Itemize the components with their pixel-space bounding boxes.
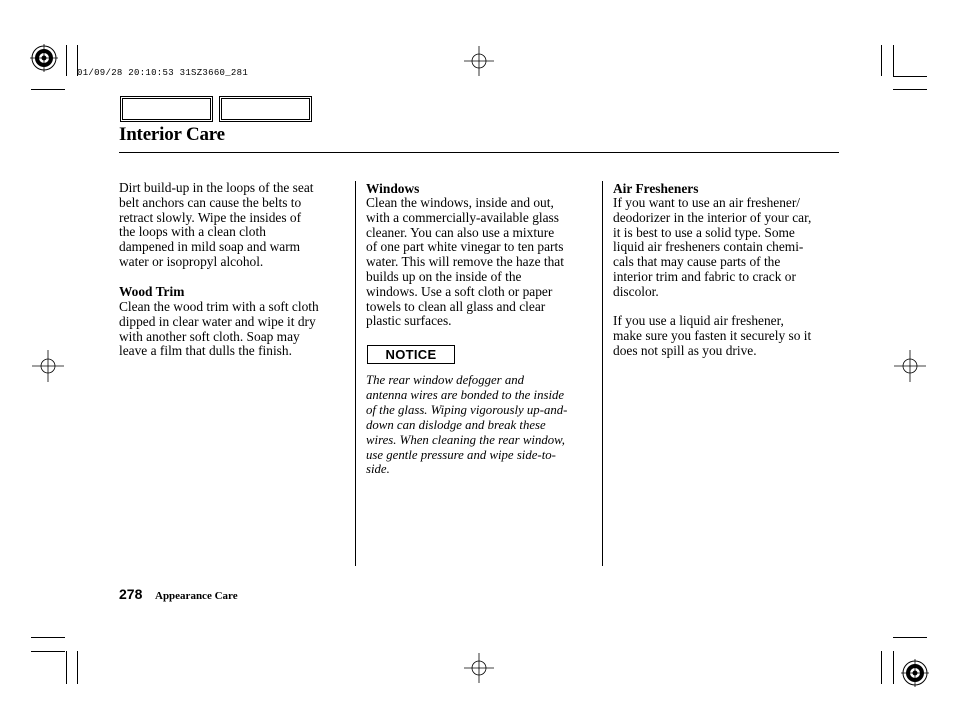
registration-target-icon	[901, 659, 929, 687]
title-rule	[119, 152, 839, 153]
registration-target-icon	[30, 44, 58, 72]
nav-box-right[interactable]	[219, 96, 312, 122]
page-number: 278	[119, 586, 143, 602]
column-divider	[355, 181, 356, 566]
windows-paragraph: Clean the windows, inside and out, with a commercially-available glass cleaner. You can also use a mixture of one part white vinegar to ten parts water. This will remove the haze that builds up on the inside of the windows. Use a soft cloth or paper towels to clean all glass and clear plastic surfaces.	[366, 195, 564, 329]
notice-text: The rear window defogger and antenna wires are bonded to the inside of the glass. Wiping vigorously up-and- down can dislodge and break these wires. When cleaning the rear window, use gentle pressure and wipe side-to- side.	[366, 373, 568, 477]
notice-label: NOTICE	[367, 345, 455, 364]
air-fresheners-paragraph-1: If you want to use an air freshener/ deodorizer in the interior of your car, it is best to use a solid type. Some liquid air fresheners contain chemi- cals that may cause parts of the interior trim and fabric to crack or discolor.	[613, 195, 812, 299]
section-label: Appearance Care	[155, 590, 238, 602]
crosshair-icon	[464, 653, 494, 683]
column-divider	[602, 181, 603, 566]
page-title: Interior Care	[119, 124, 225, 145]
crosshair-icon	[464, 46, 494, 76]
seat-belt-paragraph: Dirt build-up in the loops of the seat belt anchors can cause the belts to retract slowly. Wipe the insides of the loops with a clean cloth dampened in mild soap and warm water or isopropyl alcohol.	[119, 180, 314, 269]
windows-heading: Windows	[366, 181, 420, 196]
wood-trim-paragraph: Clean the wood trim with a soft cloth dipped in clear water and wipe it dry with another soft cloth. Soap may leave a film that dulls the finish.	[119, 299, 319, 359]
air-fresheners-paragraph-2: If you use a liquid air freshener, make sure you fasten it securely so it does not spill as you drive.	[613, 313, 812, 358]
wood-trim-heading: Wood Trim	[119, 284, 185, 299]
crosshair-icon	[32, 350, 64, 382]
air-fresheners-heading: Air Fresheners	[613, 181, 699, 196]
nav-box-left[interactable]	[120, 96, 213, 122]
print-stamp: 01/09/28 20:10:53 31SZ3660_281	[77, 68, 249, 78]
crosshair-icon	[894, 350, 926, 382]
